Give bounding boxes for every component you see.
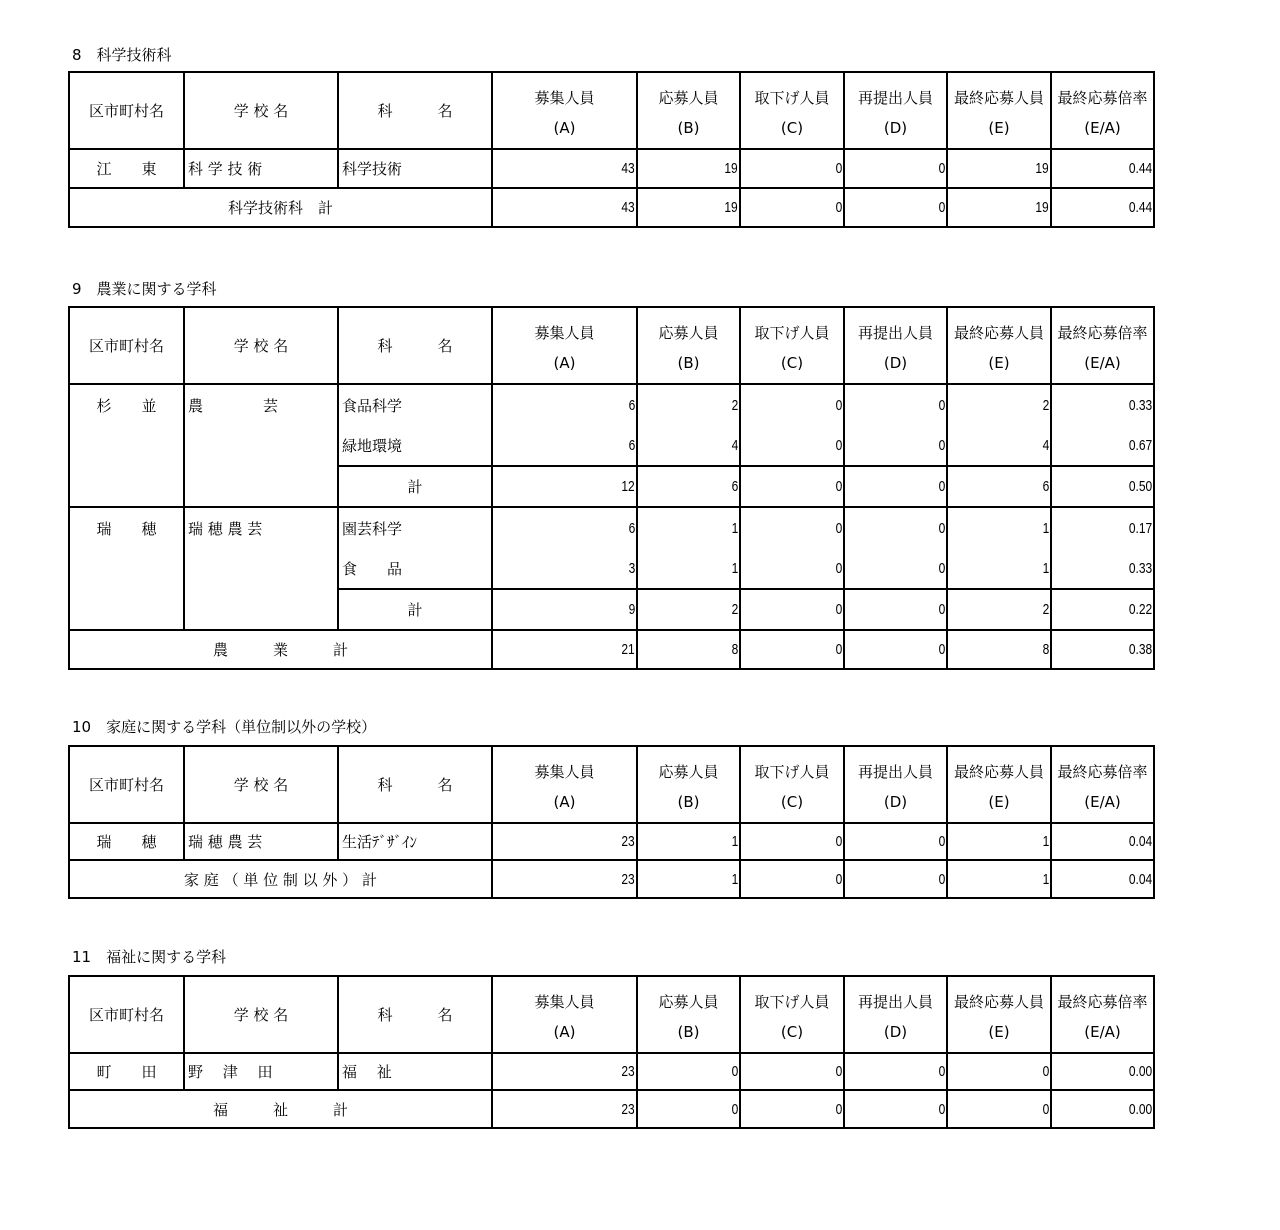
course-cell: 福 祉: [338, 1053, 492, 1090]
c-cell: 0: [740, 1053, 844, 1090]
table-row: [69, 149, 1154, 188]
d-cell: 0: [844, 1053, 947, 1090]
c-cell: 0: [740, 507, 844, 548]
a-cell: 43: [492, 149, 637, 188]
total-row: [69, 188, 1154, 227]
total-row: [69, 1090, 1154, 1128]
rate-cell: 0.04: [1051, 823, 1154, 860]
header-school: 学 校 名: [184, 72, 338, 149]
rate-cell: 0.33: [1051, 548, 1154, 589]
d-cell: 0: [844, 425, 947, 466]
e-cell: 0: [947, 1053, 1051, 1090]
total-a: 23: [492, 860, 637, 898]
header-b: 応募人員 (B): [637, 307, 740, 384]
total-rate: 0.38: [1051, 630, 1154, 669]
subtotal-label: 計: [338, 589, 492, 630]
c-cell: 0: [740, 149, 844, 188]
total-b: 8: [637, 630, 740, 669]
rate-cell: 0.17: [1051, 507, 1154, 548]
course-cell: 緑地環境: [338, 425, 492, 466]
header-course: 科 名: [338, 72, 492, 149]
d-cell: 0: [844, 548, 947, 589]
header-a: 募集人員 (A): [492, 976, 637, 1053]
table-row: [69, 1053, 1154, 1090]
total-b: 1: [637, 860, 740, 898]
header-e: 最終応募人員 (E): [947, 976, 1051, 1053]
total-label: 科学技術科 計: [69, 188, 492, 227]
header-ward: 区市町村名: [69, 72, 184, 149]
table-row: [69, 823, 1154, 860]
header-school: 学 校 名: [184, 976, 338, 1053]
header-c: 取下げ人員 (C): [740, 72, 844, 149]
rate-cell: 0.33: [1051, 384, 1154, 425]
header-ward: 区市町村名: [69, 976, 184, 1053]
subtotal-d: 0: [844, 466, 947, 507]
section-title-9: 9 農業に関する学科: [72, 280, 217, 298]
total-b: 0: [637, 1090, 740, 1128]
subtotal-a: 12: [492, 466, 637, 507]
header-e: 最終応募人員 (E): [947, 746, 1051, 823]
b-cell: 1: [637, 823, 740, 860]
header-a: 募集人員 (A): [492, 746, 637, 823]
total-e: 19: [947, 188, 1051, 227]
e-cell: 4: [947, 425, 1051, 466]
total-b: 19: [637, 188, 740, 227]
c-cell: 0: [740, 384, 844, 425]
header-c: 取下げ人員 (C): [740, 307, 844, 384]
header-row: [69, 976, 1154, 1053]
d-cell: 0: [844, 149, 947, 188]
ward-cell: 杉 並: [69, 384, 184, 507]
e-cell: 2: [947, 384, 1051, 425]
b-cell: 1: [637, 548, 740, 589]
b-cell: 19: [637, 149, 740, 188]
ward-cell: 瑞 穂: [69, 507, 184, 630]
course-cell: 生活ﾃﾞｻﾞｲﾝ: [338, 823, 492, 860]
table-row: [69, 507, 1154, 548]
total-e: 0: [947, 1090, 1051, 1128]
course-cell: 科学技術: [338, 149, 492, 188]
a-cell: 6: [492, 384, 637, 425]
subtotal-c: 0: [740, 466, 844, 507]
header-c: 取下げ人員 (C): [740, 976, 844, 1053]
header-ward: 区市町村名: [69, 746, 184, 823]
subtotal-a: 9: [492, 589, 637, 630]
table-section-11: [68, 975, 1155, 1129]
table-row: [69, 384, 1154, 425]
total-rate: 0.00: [1051, 1090, 1154, 1128]
header-row: [69, 746, 1154, 823]
header-rate: 最終応募倍率 (E/A): [1051, 976, 1154, 1053]
header-course: 科 名: [338, 307, 492, 384]
header-c: 取下げ人員 (C): [740, 746, 844, 823]
b-cell: 1: [637, 507, 740, 548]
total-row: [69, 860, 1154, 898]
total-e: 1: [947, 860, 1051, 898]
total-a: 23: [492, 1090, 637, 1128]
header-school: 学 校 名: [184, 746, 338, 823]
total-c: 0: [740, 1090, 844, 1128]
subtotal-rate: 0.50: [1051, 466, 1154, 507]
ward-cell: 江 東: [69, 149, 184, 188]
subtotal-e: 2: [947, 589, 1051, 630]
subtotal-e: 6: [947, 466, 1051, 507]
b-cell: 0: [637, 1053, 740, 1090]
total-a: 21: [492, 630, 637, 669]
e-cell: 19: [947, 149, 1051, 188]
total-label: 家 庭 （ 単 位 制 以 外 ） 計: [69, 860, 492, 898]
header-rate: 最終応募倍率 (E/A): [1051, 72, 1154, 149]
e-cell: 1: [947, 548, 1051, 589]
c-cell: 0: [740, 548, 844, 589]
header-rate: 最終応募倍率 (E/A): [1051, 746, 1154, 823]
a-cell: 6: [492, 425, 637, 466]
e-cell: 1: [947, 507, 1051, 548]
a-cell: 6: [492, 507, 637, 548]
table-section-10: [68, 745, 1155, 899]
table-section-8: [68, 71, 1155, 228]
b-cell: 4: [637, 425, 740, 466]
header-row: [69, 307, 1154, 384]
total-c: 0: [740, 630, 844, 669]
header-b: 応募人員 (B): [637, 746, 740, 823]
d-cell: 0: [844, 384, 947, 425]
a-cell: 23: [492, 1053, 637, 1090]
total-c: 0: [740, 188, 844, 227]
c-cell: 0: [740, 823, 844, 860]
table-section-9: [68, 306, 1155, 670]
total-rate: 0.44: [1051, 188, 1154, 227]
course-cell: 食品科学: [338, 384, 492, 425]
school-cell: 科 学 技 術: [184, 149, 338, 188]
a-cell: 3: [492, 548, 637, 589]
section-title-11: 11 福祉に関する学科: [72, 948, 227, 966]
subtotal-c: 0: [740, 589, 844, 630]
section-title-8: 8 科学技術科: [72, 46, 172, 64]
header-d: 再提出人員 (D): [844, 976, 947, 1053]
b-cell: 2: [637, 384, 740, 425]
total-d: 0: [844, 630, 947, 669]
c-cell: 0: [740, 425, 844, 466]
total-d: 0: [844, 188, 947, 227]
subtotal-b: 2: [637, 589, 740, 630]
header-e: 最終応募人員 (E): [947, 72, 1051, 149]
header-b: 応募人員 (B): [637, 976, 740, 1053]
header-school: 学 校 名: [184, 307, 338, 384]
header-ward: 区市町村名: [69, 307, 184, 384]
header-d: 再提出人員 (D): [844, 746, 947, 823]
school-cell: 瑞 穂 農 芸: [184, 507, 338, 630]
total-c: 0: [740, 860, 844, 898]
subtotal-d: 0: [844, 589, 947, 630]
school-cell: 瑞 穂 農 芸: [184, 823, 338, 860]
total-row: [69, 630, 1154, 669]
school-cell: 農 芸: [184, 384, 338, 507]
section-title-10: 10 家庭に関する学科（単位制以外の学校）: [72, 718, 377, 736]
total-label: 農 業 計: [69, 630, 492, 669]
rate-cell: 0.67: [1051, 425, 1154, 466]
header-course: 科 名: [338, 746, 492, 823]
header-a: 募集人員 (A): [492, 72, 637, 149]
header-row: [69, 72, 1154, 149]
header-b: 応募人員 (B): [637, 72, 740, 149]
course-cell: 食 品: [338, 548, 492, 589]
a-cell: 23: [492, 823, 637, 860]
total-a: 43: [492, 188, 637, 227]
rate-cell: 0.44: [1051, 149, 1154, 188]
total-label: 福 祉 計: [69, 1090, 492, 1128]
course-cell: 園芸科学: [338, 507, 492, 548]
header-d: 再提出人員 (D): [844, 307, 947, 384]
d-cell: 0: [844, 823, 947, 860]
total-d: 0: [844, 860, 947, 898]
subtotal-b: 6: [637, 466, 740, 507]
ward-cell: 町 田: [69, 1053, 184, 1090]
d-cell: 0: [844, 507, 947, 548]
subtotal-label: 計: [338, 466, 492, 507]
header-course: 科 名: [338, 976, 492, 1053]
subtotal-rate: 0.22: [1051, 589, 1154, 630]
school-cell: 野 津 田: [184, 1053, 338, 1090]
rate-cell: 0.00: [1051, 1053, 1154, 1090]
e-cell: 1: [947, 823, 1051, 860]
total-rate: 0.04: [1051, 860, 1154, 898]
header-d: 再提出人員 (D): [844, 72, 947, 149]
total-d: 0: [844, 1090, 947, 1128]
header-e: 最終応募人員 (E): [947, 307, 1051, 384]
total-e: 8: [947, 630, 1051, 669]
ward-cell: 瑞 穂: [69, 823, 184, 860]
header-rate: 最終応募倍率 (E/A): [1051, 307, 1154, 384]
header-a: 募集人員 (A): [492, 307, 637, 384]
